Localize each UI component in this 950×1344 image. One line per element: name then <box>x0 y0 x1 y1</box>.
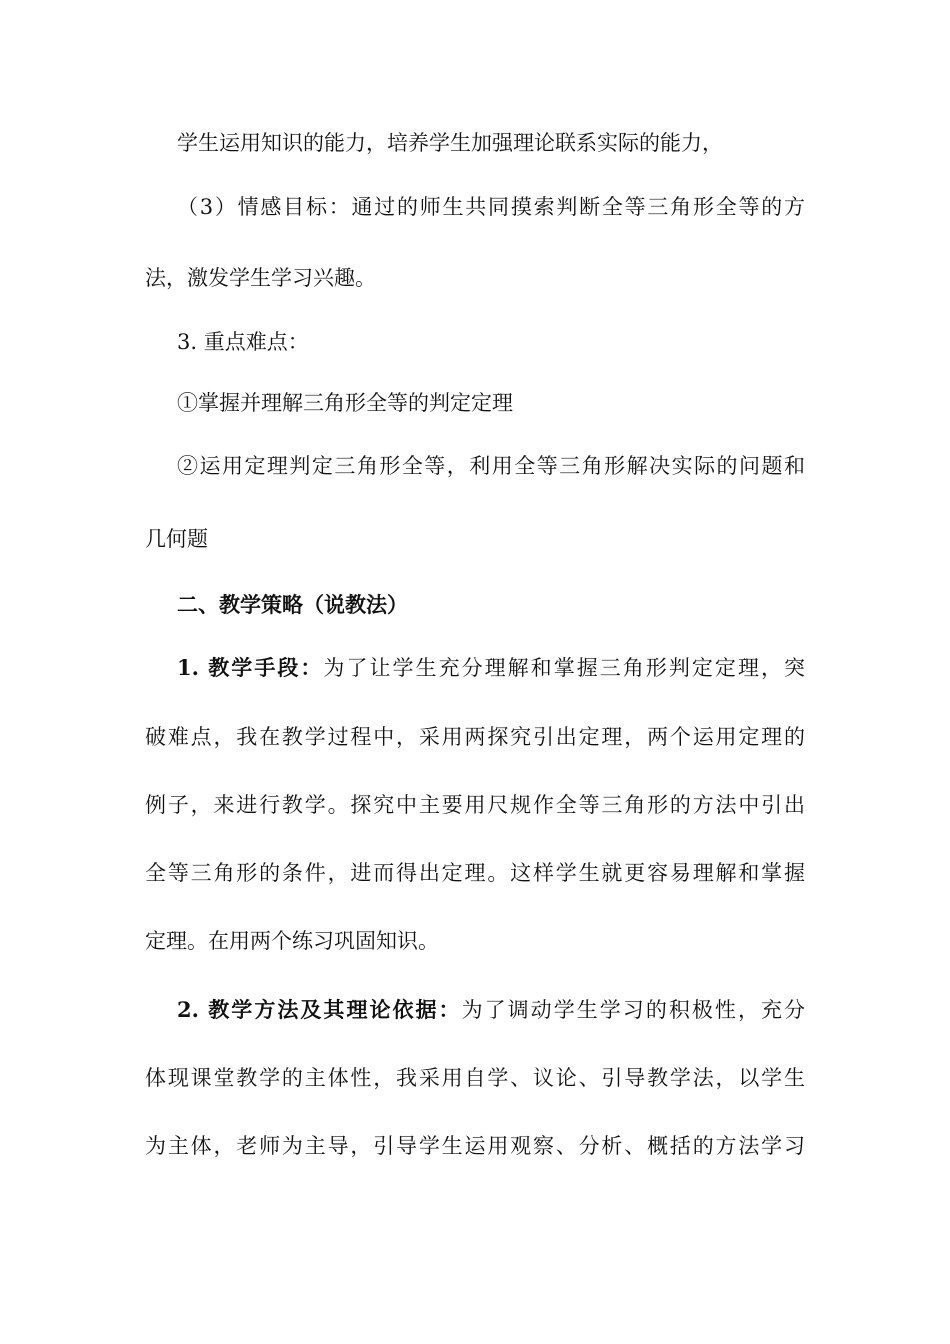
paragraph-line: 破难点，我在教学过程中，采用两探究引出定理，两个运用定理的 <box>145 725 805 749</box>
paragraph-line: （3）情感目标：通过的师生共同摸索判断全等三角形全等的方 <box>177 195 805 219</box>
list-item: ②运用定理判定三角形全等，利用全等三角形解决实际的问题和 <box>177 454 805 478</box>
section-heading: 3. 重点难点： <box>177 330 309 354</box>
paragraph-line: 例子，来进行教学。探究中主要用尺规作全等三角形的方法中引出 <box>145 793 805 817</box>
item-heading: 1. 教学手段： <box>177 655 324 680</box>
paragraph-line: 定理。在用两个练习巩固知识。 <box>145 929 439 953</box>
paragraph-line: 法，激发学生学习兴趣。 <box>145 266 376 290</box>
paragraph-line: 全等三角形的条件，进而得出定理。这样学生就更容易理解和掌握 <box>145 861 805 885</box>
item-text: 为了调动学生学习的积极性，充分 <box>461 998 806 1022</box>
list-item: ①掌握并理解三角形全等的判定定理 <box>177 391 513 415</box>
paragraph-line <box>177 655 805 681</box>
paragraph-line: 学生运用知识的能力，培养学生加强理论联系实际的能力， <box>177 131 723 155</box>
paragraph-line: 几何题 <box>145 527 208 551</box>
paragraph-line: 为主体，老师为主导，引导学生运用观察、分析、概括的方法学习 <box>145 1134 805 1158</box>
item-text: 为了让学生充分理解和掌握三角形判定定理，突 <box>323 656 806 680</box>
section-heading: 二、教学策略（说教法） <box>177 592 408 617</box>
paragraph-line <box>177 997 805 1023</box>
paragraph-line: 体现课堂教学的主体性，我采用自学、议论、引导教学法，以学生 <box>145 1066 805 1090</box>
item-heading: 2. 教学方法及其理论依据： <box>177 997 462 1022</box>
